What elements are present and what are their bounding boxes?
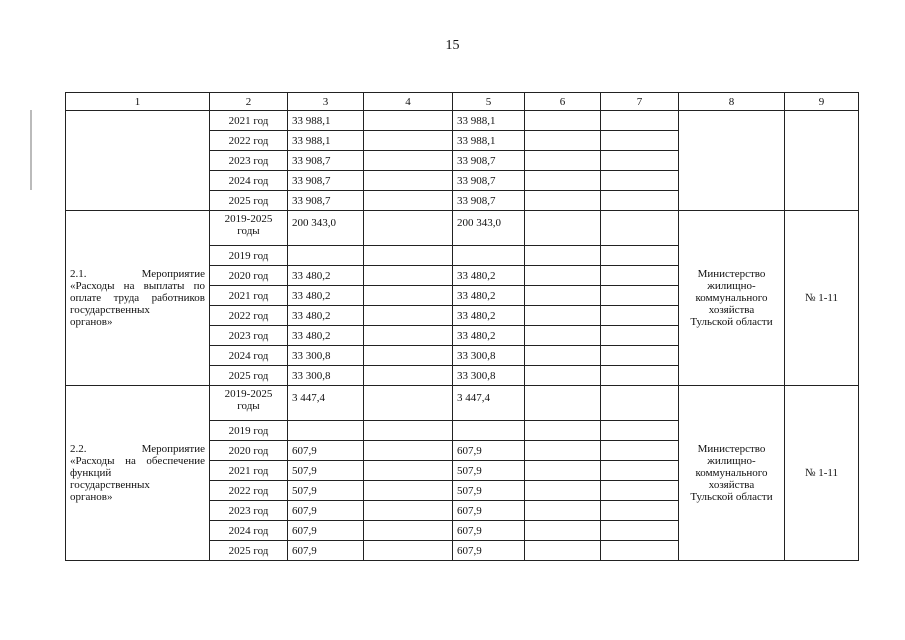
ministry-line: хозяйства bbox=[708, 479, 755, 491]
amount-regional-cell: 507,9 bbox=[453, 481, 525, 501]
col7-cell bbox=[601, 111, 679, 131]
col7-cell bbox=[601, 346, 679, 366]
ministry-line: коммунального bbox=[695, 292, 768, 304]
col7-cell bbox=[601, 481, 679, 501]
amount-regional-cell: 33 908,7 bbox=[453, 191, 525, 211]
col7-cell bbox=[601, 366, 679, 386]
col4-cell bbox=[364, 386, 453, 421]
col4-cell bbox=[364, 246, 453, 266]
amount-regional-cell: 33 480,2 bbox=[453, 306, 525, 326]
col4-cell bbox=[364, 211, 453, 246]
amount-total-cell: 200 343,0 bbox=[288, 211, 364, 246]
col6-cell bbox=[525, 521, 601, 541]
col6-cell bbox=[525, 306, 601, 326]
col4-cell bbox=[364, 441, 453, 461]
col4-cell bbox=[364, 366, 453, 386]
column-header: 4 bbox=[364, 93, 453, 111]
column-header: 1 bbox=[66, 93, 210, 111]
col6-cell bbox=[525, 421, 601, 441]
activity-description bbox=[66, 211, 210, 386]
amount-regional-cell: 607,9 bbox=[453, 541, 525, 561]
col6-cell bbox=[525, 366, 601, 386]
year-cell: 2021 год bbox=[210, 111, 288, 131]
year-cell: 2020 год bbox=[210, 266, 288, 286]
col6-cell bbox=[525, 191, 601, 211]
page-number: 15 bbox=[445, 38, 460, 53]
col6-cell bbox=[525, 131, 601, 151]
activity-text-line: «Расходы на обеспечение bbox=[70, 455, 205, 467]
responsible-ministry bbox=[679, 386, 785, 561]
col6-cell bbox=[525, 266, 601, 286]
col6-cell bbox=[525, 211, 601, 246]
col4-cell bbox=[364, 421, 453, 441]
col4-cell bbox=[364, 151, 453, 171]
table-body bbox=[66, 93, 859, 561]
amount-total-cell: 33 908,7 bbox=[288, 151, 364, 171]
col7-cell bbox=[601, 441, 679, 461]
year-range-unit: годы bbox=[237, 225, 260, 237]
col7-cell bbox=[601, 461, 679, 481]
year-cell: 2023 год bbox=[210, 151, 288, 171]
column-header: 2 bbox=[210, 93, 288, 111]
activity-text-line: органов» bbox=[70, 491, 113, 503]
col7-cell bbox=[601, 326, 679, 346]
col6-cell bbox=[525, 151, 601, 171]
amount-total-cell bbox=[288, 246, 364, 266]
col6-cell bbox=[525, 326, 601, 346]
amount-regional-cell: 33 300,8 bbox=[453, 366, 525, 386]
amount-regional-cell: 33 300,8 bbox=[453, 346, 525, 366]
amount-regional-cell bbox=[453, 246, 525, 266]
col6-cell bbox=[525, 441, 601, 461]
ref-cell-empty bbox=[785, 111, 859, 211]
col7-cell bbox=[601, 211, 679, 246]
activity-heading bbox=[70, 443, 205, 455]
amount-regional-cell: 3 447,4 bbox=[453, 386, 525, 421]
column-header: 7 bbox=[601, 93, 679, 111]
col7-cell bbox=[601, 421, 679, 441]
col4-cell bbox=[364, 346, 453, 366]
amount-total-cell: 33 300,8 bbox=[288, 346, 364, 366]
ministry-cell-empty bbox=[679, 111, 785, 211]
col4-cell bbox=[364, 326, 453, 346]
amount-total-cell: 33 988,1 bbox=[288, 131, 364, 151]
amount-total-cell: 33 480,2 bbox=[288, 306, 364, 326]
col6-cell bbox=[525, 386, 601, 421]
amount-total-cell: 607,9 bbox=[288, 501, 364, 521]
col7-cell bbox=[601, 191, 679, 211]
amount-regional-cell: 33 480,2 bbox=[453, 266, 525, 286]
activity-heading bbox=[70, 268, 205, 280]
col4-cell bbox=[364, 266, 453, 286]
amount-total-cell bbox=[288, 421, 364, 441]
col4-cell bbox=[364, 306, 453, 326]
amount-regional-cell: 607,9 bbox=[453, 521, 525, 541]
responsible-ministry bbox=[679, 211, 785, 386]
year-range: 2019-2025 bbox=[224, 388, 273, 400]
year-cell: 2019 год bbox=[210, 421, 288, 441]
year-cell: 2023 год bbox=[210, 326, 288, 346]
activity-text-line: органов» bbox=[70, 316, 113, 328]
col4-cell bbox=[364, 171, 453, 191]
year-cell: 2025 год bbox=[210, 541, 288, 561]
year-cell: 2024 год bbox=[210, 171, 288, 191]
activity-text-line: государственных bbox=[70, 304, 150, 316]
col4-cell bbox=[364, 191, 453, 211]
col7-cell bbox=[601, 151, 679, 171]
year-cell: 2025 год bbox=[210, 366, 288, 386]
amount-total-cell: 33 988,1 bbox=[288, 111, 364, 131]
amount-regional-cell: 33 988,1 bbox=[453, 131, 525, 151]
col4-cell bbox=[364, 481, 453, 501]
col6-cell bbox=[525, 111, 601, 131]
amount-total-cell: 33 480,2 bbox=[288, 266, 364, 286]
col4-cell bbox=[364, 111, 453, 131]
year-range-cell bbox=[210, 211, 288, 246]
col6-cell bbox=[525, 346, 601, 366]
col7-cell bbox=[601, 521, 679, 541]
col4-cell bbox=[364, 521, 453, 541]
amount-total-cell: 607,9 bbox=[288, 441, 364, 461]
col4-cell bbox=[364, 501, 453, 521]
amount-total-cell: 507,9 bbox=[288, 481, 364, 501]
activity-description bbox=[66, 386, 210, 561]
activity-kind: Мероприятие bbox=[141, 268, 205, 280]
scan-margin-mark bbox=[30, 110, 32, 190]
col7-cell bbox=[601, 131, 679, 151]
amount-regional-cell: 33 988,1 bbox=[453, 111, 525, 131]
activity-text-line: оплате труда работников bbox=[70, 292, 205, 304]
indicator-reference: № 1-11 bbox=[785, 211, 859, 386]
year-cell: 2024 год bbox=[210, 346, 288, 366]
ministry-line: коммунального bbox=[695, 467, 768, 479]
col6-cell bbox=[525, 246, 601, 266]
amount-regional-cell bbox=[453, 421, 525, 441]
amount-regional-cell: 33 908,7 bbox=[453, 151, 525, 171]
activity-kind: Мероприятие bbox=[141, 443, 205, 455]
column-header: 6 bbox=[525, 93, 601, 111]
ministry-line: Министерство bbox=[697, 268, 766, 280]
amount-total-cell: 607,9 bbox=[288, 521, 364, 541]
section-total-row bbox=[66, 211, 859, 246]
col4-cell bbox=[364, 461, 453, 481]
amount-regional-cell: 33 480,2 bbox=[453, 286, 525, 306]
column-header: 8 bbox=[679, 93, 785, 111]
activity-text-line: функций bbox=[70, 467, 112, 479]
description-cell-empty bbox=[66, 111, 210, 211]
year-cell: 2022 год bbox=[210, 131, 288, 151]
year-cell: 2022 год bbox=[210, 481, 288, 501]
amount-total-cell: 3 447,4 bbox=[288, 386, 364, 421]
year-range-unit: годы bbox=[237, 400, 260, 412]
activity-text-line: «Расходы на выплаты по bbox=[70, 280, 205, 292]
year-cell: 2021 год bbox=[210, 461, 288, 481]
amount-total-cell: 33 908,7 bbox=[288, 191, 364, 211]
col7-cell bbox=[601, 286, 679, 306]
ministry-line: Тульской области bbox=[690, 491, 773, 503]
section-total-row bbox=[66, 386, 859, 421]
year-cell: 2022 год bbox=[210, 306, 288, 326]
col4-cell bbox=[364, 131, 453, 151]
year-cell: 2025 год bbox=[210, 191, 288, 211]
amount-regional-cell: 33 480,2 bbox=[453, 326, 525, 346]
amount-regional-cell: 507,9 bbox=[453, 461, 525, 481]
activity-text-line: государственных bbox=[70, 479, 150, 491]
amount-total-cell: 607,9 bbox=[288, 541, 364, 561]
year-cell: 2021 год bbox=[210, 286, 288, 306]
col7-cell bbox=[601, 386, 679, 421]
year-range: 2019-2025 bbox=[224, 213, 273, 225]
budget-table bbox=[65, 92, 859, 561]
col6-cell bbox=[525, 481, 601, 501]
col6-cell bbox=[525, 541, 601, 561]
amount-total-cell: 33 480,2 bbox=[288, 326, 364, 346]
activity-number: 2.2. bbox=[70, 443, 87, 455]
col7-cell bbox=[601, 501, 679, 521]
year-cell: 2023 год bbox=[210, 501, 288, 521]
amount-regional-cell: 33 908,7 bbox=[453, 171, 525, 191]
year-cell: 2020 год bbox=[210, 441, 288, 461]
col4-cell bbox=[364, 286, 453, 306]
ministry-line: Министерство bbox=[697, 443, 766, 455]
col6-cell bbox=[525, 501, 601, 521]
col6-cell bbox=[525, 461, 601, 481]
column-header: 5 bbox=[453, 93, 525, 111]
col7-cell bbox=[601, 266, 679, 286]
col6-cell bbox=[525, 171, 601, 191]
year-range-cell bbox=[210, 386, 288, 421]
year-cell: 2019 год bbox=[210, 246, 288, 266]
year-cell: 2024 год bbox=[210, 521, 288, 541]
activity-number: 2.1. bbox=[70, 268, 87, 280]
amount-total-cell: 33 300,8 bbox=[288, 366, 364, 386]
column-header: 3 bbox=[288, 93, 364, 111]
col7-cell bbox=[601, 306, 679, 326]
amount-total-cell: 33 480,2 bbox=[288, 286, 364, 306]
amount-total-cell: 33 908,7 bbox=[288, 171, 364, 191]
column-header: 9 bbox=[785, 93, 859, 111]
col4-cell bbox=[364, 541, 453, 561]
ministry-line: Тульской области bbox=[690, 316, 773, 328]
table-row bbox=[66, 111, 859, 131]
col7-cell bbox=[601, 171, 679, 191]
header-row bbox=[66, 93, 859, 111]
amount-regional-cell: 607,9 bbox=[453, 441, 525, 461]
col6-cell bbox=[525, 286, 601, 306]
indicator-reference: № 1-11 bbox=[785, 386, 859, 561]
ministry-line: хозяйства bbox=[708, 304, 755, 316]
ministry-line: жилищно- bbox=[707, 280, 756, 292]
amount-total-cell: 507,9 bbox=[288, 461, 364, 481]
ministry-line: жилищно- bbox=[707, 455, 756, 467]
amount-regional-cell: 607,9 bbox=[453, 501, 525, 521]
col7-cell bbox=[601, 246, 679, 266]
col7-cell bbox=[601, 541, 679, 561]
amount-regional-cell: 200 343,0 bbox=[453, 211, 525, 246]
